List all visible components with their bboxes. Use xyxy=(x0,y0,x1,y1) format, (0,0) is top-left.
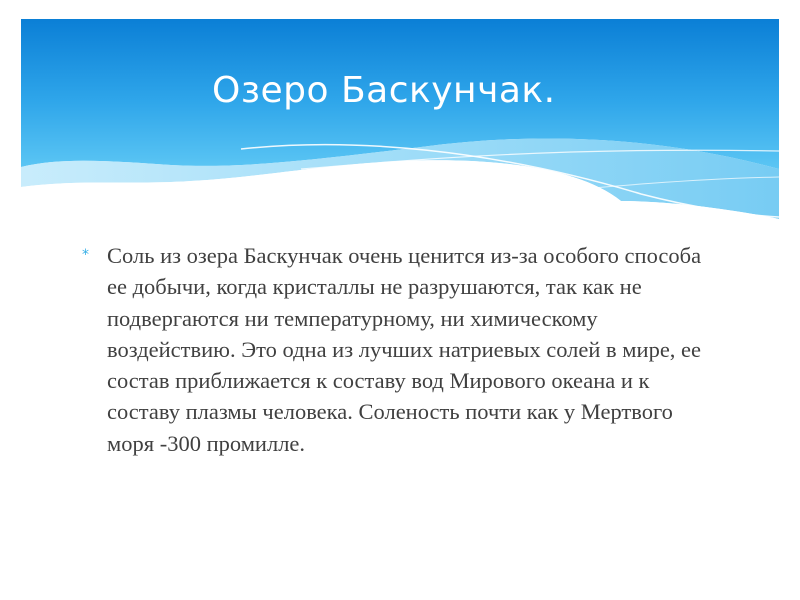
header-wave-graphic xyxy=(21,19,779,219)
header-banner xyxy=(21,19,779,219)
slide-title: Озеро Баскунчак. xyxy=(212,70,556,111)
bullet-star-icon: * xyxy=(82,247,89,263)
bullet-text: Соль из озера Баскунчак очень ценится из-за особого способа ее добычи, когда кристаллы не разрушаются, так как не подвергаются ни температурному, ни химическому воздействию. Это одна из лучших натриевых солей в мире, ее состав приближается к составу вод Мирового океана и к составу плазмы человека. Соленость почти как у Мертвого моря -300 промилле. xyxy=(107,243,702,456)
